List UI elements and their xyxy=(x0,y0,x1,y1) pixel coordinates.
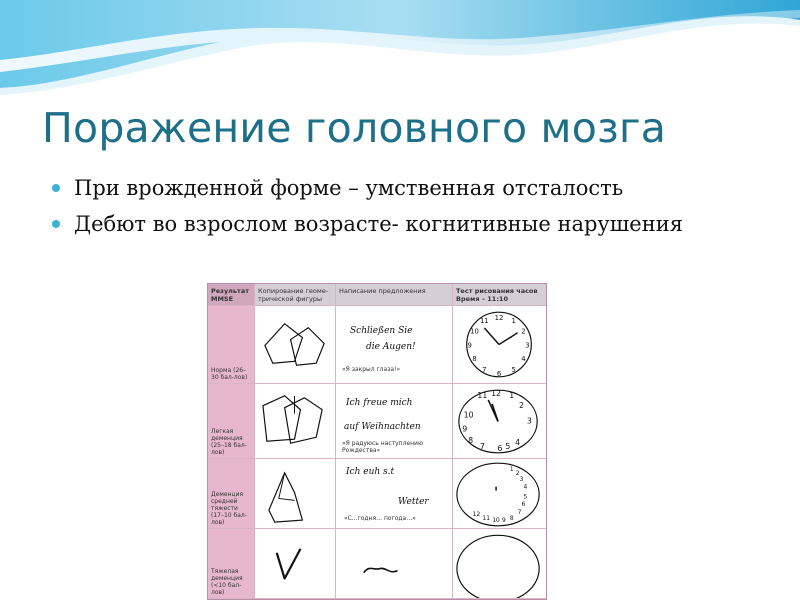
svg-text:6: 6 xyxy=(497,443,503,453)
bullet-text: Дебют во взрослом возрасте- когнитивные нарушения xyxy=(74,212,683,236)
pentagon-drawing-normal xyxy=(255,306,336,384)
svg-text:5: 5 xyxy=(523,494,528,501)
svg-text:7: 7 xyxy=(479,441,485,451)
svg-text:5: 5 xyxy=(511,365,516,374)
handwriting-line: die Augen! xyxy=(366,342,416,352)
svg-text:11: 11 xyxy=(477,390,488,400)
clock-drawing-mild xyxy=(453,384,546,459)
svg-text:10: 10 xyxy=(492,517,500,524)
bullet-dot-icon xyxy=(52,220,60,228)
svg-text:10: 10 xyxy=(463,410,474,420)
svg-text:12: 12 xyxy=(472,512,481,519)
bullet-item xyxy=(52,174,752,202)
sentence-moderate xyxy=(336,459,453,529)
svg-text:1: 1 xyxy=(509,390,515,400)
svg-text:9: 9 xyxy=(502,517,506,524)
svg-text:9: 9 xyxy=(467,341,472,350)
header-clock-test: Тест рисования часов Время – 11:10 xyxy=(453,284,546,306)
svg-text:4: 4 xyxy=(521,355,526,364)
svg-text:6: 6 xyxy=(496,369,502,378)
svg-text:4: 4 xyxy=(515,437,521,447)
svg-text:1: 1 xyxy=(511,316,516,325)
handwriting-line: Wetter xyxy=(398,497,429,507)
bullet-item xyxy=(52,210,752,238)
handwriting-line: Schließen Sie xyxy=(350,326,413,336)
svg-text:5: 5 xyxy=(505,441,511,451)
dementia-test-figure xyxy=(207,283,547,600)
row-label-moderate: Деменция средней тяжести (17–10 бал-лов) xyxy=(208,459,255,529)
svg-text:12: 12 xyxy=(494,314,504,323)
svg-text:3: 3 xyxy=(526,416,532,426)
sentence-caption: «Я радуюсь наступлению Рождества» xyxy=(342,440,423,454)
header-mmse: Результат MMSE xyxy=(208,284,255,306)
svg-text:7: 7 xyxy=(517,510,522,517)
svg-text:10: 10 xyxy=(470,327,479,336)
header-sentence: Написание предложения xyxy=(336,284,453,306)
bullet-list xyxy=(52,174,752,246)
sentence-caption: «С...годня… погода…» xyxy=(344,515,416,522)
svg-text:3: 3 xyxy=(525,341,530,350)
svg-text:4: 4 xyxy=(523,484,528,491)
sentence-severe xyxy=(336,529,453,599)
header-figure-copy: Копирование геоме-трической фигуры xyxy=(255,284,336,306)
svg-text:2: 2 xyxy=(521,327,526,336)
handwriting-line: Ich euh s.t xyxy=(346,467,395,477)
row-label-severe: Тяжелая деменция (<10 бал-лов) xyxy=(208,529,255,599)
svg-text:7: 7 xyxy=(482,365,487,374)
clock-drawing-moderate xyxy=(453,459,546,529)
bullet-dot-icon xyxy=(52,184,60,192)
row-label-normal: Норма (26–30 бал-лов) xyxy=(208,306,255,384)
svg-text:6: 6 xyxy=(521,502,526,509)
svg-text:8: 8 xyxy=(509,515,514,522)
handwriting-line: auf Weihnachten xyxy=(344,422,421,432)
svg-text:8: 8 xyxy=(468,436,474,446)
svg-text:8: 8 xyxy=(472,355,477,364)
svg-text:2: 2 xyxy=(515,470,520,477)
handwriting-line: Ich freue mich xyxy=(346,398,413,408)
row-label-mild: Легкая деменция (25–18 бал-лов) xyxy=(208,384,255,459)
header-wave-decoration xyxy=(0,0,800,95)
pentagon-drawing-mild xyxy=(255,384,336,459)
clock-drawing-normal xyxy=(453,306,546,384)
sentence-normal xyxy=(336,306,453,384)
svg-text:12: 12 xyxy=(491,389,502,399)
slide-title: Поражение головного мозга xyxy=(42,104,667,152)
svg-text:11: 11 xyxy=(479,316,489,325)
svg-text:1: 1 xyxy=(509,466,514,473)
svg-text:11: 11 xyxy=(482,515,491,522)
pentagon-drawing-moderate xyxy=(255,459,336,529)
sentence-caption: «Я закрыл глаза!» xyxy=(342,366,401,373)
bullet-text: При врожденной форме – умственная отсталость xyxy=(74,176,624,200)
pentagon-drawing-severe xyxy=(255,529,336,599)
sentence-mild xyxy=(336,384,453,459)
svg-text:2: 2 xyxy=(519,400,525,410)
svg-text:3: 3 xyxy=(519,476,524,483)
clock-drawing-severe xyxy=(453,529,546,599)
svg-text:9: 9 xyxy=(462,424,468,434)
